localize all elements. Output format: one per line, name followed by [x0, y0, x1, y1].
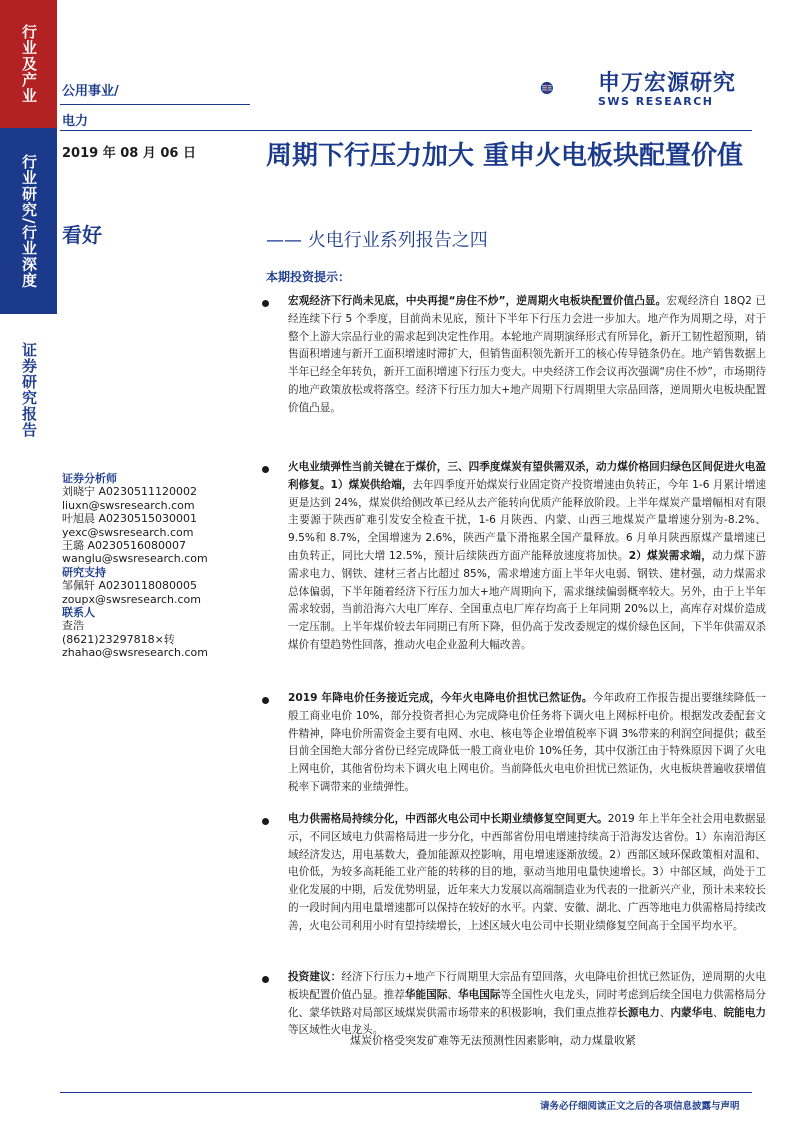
bullet-dot: [262, 300, 269, 307]
sws-logo-icon: [540, 64, 596, 112]
bullet-dot: [262, 697, 269, 704]
sector-line1: 公用事业/: [62, 84, 119, 99]
logo-name-cn: 申万宏源研究: [598, 71, 737, 96]
bullet-coal-demand-lead: 2）煤炭需求端，: [628, 549, 713, 562]
sidebar-tab-industry-label: 行业及产业: [20, 24, 38, 104]
sidebar-tab-research: [0, 128, 57, 314]
bullet-macro-lead: 宏观经济下行尚未见底，中央再提“房住不炒”，逆周期火电板块配置价值凸显。: [288, 295, 667, 307]
contact-email: zhahao@swsresearch.com: [62, 646, 208, 660]
rating: 看好: [62, 223, 102, 247]
sidebar-tab-industry: [0, 0, 57, 128]
bullet-advice: [288, 969, 766, 1040]
sep: 、: [447, 988, 458, 1001]
stock-wanneng: 皖能电力: [723, 1006, 767, 1019]
bullet-macro-body: 宏观经济自 18Q2 已经连续下行 5 个季度，目前尚未见底，预计下半年下行压力会进一步加大。地产作为周期之母，对于整个上游大宗品行业的需求起到决定性作用。本轮地产周期演绎形式有所异化，新开工韧性超预期，销售面积增速与新开工面积增速时滞扩大，但销售面积领先新开工的核心传导链条仍在。地产销售数据上半年已经全年转负，新开工面积增速下行压力变大。中央经济工作会议再次强调“房住不炒”，市场期待的地产政策放松或将落空。经济下行压力加大+地产周期下行周期里大宗品回落，逆周期火电板块配置价值凸显。: [288, 295, 767, 414]
analyst-email: liuxn@swsresearch.com: [62, 498, 195, 512]
header-divider: [60, 130, 752, 131]
stock-neimenghuadian: 内蒙华电: [670, 1006, 713, 1019]
analyst-block: [62, 472, 252, 660]
sector-line2: 电力: [62, 114, 89, 129]
bullet-dot: [262, 466, 269, 473]
support-heading: 研究支持: [62, 565, 106, 579]
bullet-supply-lead: 电力供需格局持续分化，中西部火电公司中长期业绩修复空间更大。: [288, 813, 608, 825]
sidebar-tab-report-label: 证券研究报告: [20, 342, 38, 438]
analyst-name: 刘晓宁 A0230511120002: [62, 485, 198, 499]
bullet-coal-supply-lead: 1）煤炭供给端，: [330, 478, 413, 491]
stock-huaneng: 华能国际: [404, 988, 448, 1001]
contact-name: 查浩: [62, 619, 84, 633]
analyst-name: 王璐 A0230516080007: [62, 539, 187, 553]
bullet-price: [288, 690, 766, 797]
support-name: 邹佩轩 A0230118080005: [62, 579, 198, 593]
support-email: zoupx@swsresearch.com: [62, 592, 202, 606]
stock-huadian: 华电国际: [457, 988, 501, 1001]
bullet-advice-tail: 等区域性火电龙头。: [288, 1024, 384, 1037]
sidebar-tab-report: [0, 330, 57, 450]
bullet-coal-body: 去年四季度开始煤炭行业固定资产投资增速由负转正，今年 1-6 月累计增速更是达到 24%，煤炭供给侧改革已经从去产能转向优质产能释放阶段。上半年煤炭产量增幅相对有限主要源于陕西矿难引发安全检查干扰，1-6 月陕西、内蒙、山西三地煤炭产量增速分别为-8.2%、9.5%和 8.7%，全国增速为 2.6%，陕西产量下滑拖累全国产量释放。6 月单月陕西原煤产量增速已由负转正，同比大增 12.5%，预计后续陕西方面产能释放速度将加快。: [288, 478, 766, 562]
sep: 、: [659, 1006, 671, 1019]
analyst-email: wanglu@swsresearch.com: [62, 552, 208, 566]
bullet-coal-lead: 火电业绩弹性当前关键在于煤价，三、四季度煤炭有望供需双杀，动力煤价格回归绿色区间促进火电盈利修复。: [288, 461, 766, 491]
contact-heading: 联系人: [62, 606, 95, 620]
sidebar-tab-research-label: 行业研究/行业深度: [20, 153, 38, 289]
footer-divider: [60, 1092, 752, 1093]
bullet-supply-body: 2019 年上半年全社会用电数据显示，不同区域电力供需格局进一步分化，中西部省份用电增速持续高于沿海发达省份。1）东南沿海区域经济发达，用电基数大，叠加能源双控影响，用电增速逐渐放缓。2）西部区域环保政策相对温和、电价低，为较多高耗能工业产能的转移的目的地，驱动当地用电量快速增长。3）中部区域，尚处于工业化发展的中期，后发优势明显，近年来大力发展以高端制造业为代表的一批新兴产业，预计未来较长的一段时间内用电量增速都可以保持在较好的水平。内蒙、安徽、湖北、广西等地电力供需格局持续改善，火电公司利用小时有望持续增长，上述区域火电公司中长期业绩修复空间高于全国平均水平。: [288, 813, 766, 932]
bullet-advice-body: 经济下行压力+地产下行周期里大宗品有望回落，火电降电价担忧已然证伪，逆周期的火电板块配置价值凸显。推荐: [288, 971, 767, 1001]
analyst-email: yexc@swsresearch.com: [62, 525, 194, 539]
risk-note: 煤炭价格受突发矿难等无法预测性因素影响，动力煤量收紧: [350, 1034, 636, 1047]
bullet-coal: [288, 459, 766, 655]
bullet-supply: [288, 811, 766, 936]
report-title: 周期下行压力加大 重申火电板块配置价值: [266, 141, 744, 171]
bullet-price-body: 今年政府工作报告提出要继续降低一般工商业电价 10%，部分投资者担心为完成降电价任务将下调火电上网标杆电价。根据发改委配套文件精神，降电价所需资金主要有电网、水电、核电等企业增值税率下调 3%带来的利润空间提供；截至目前全国绝大部分省份已经完成降低一般工商业电价 10%任务，其中仅浙江由于特殊原因下调了火电上网电价，其他省份均未下调火电上网电价。当前降低火电电价担忧已然证伪，火电板块普遍收获增值税率下调带来的业绩弹性。: [288, 692, 767, 793]
report-date: 2019 年 08 月 06 日: [62, 146, 196, 161]
analyst-name: 叶旭晨 A0230515030001: [62, 512, 198, 526]
stock-changyuan: 长源电力: [617, 1006, 660, 1019]
analyst-heading: 证券分析师: [62, 472, 117, 485]
bullet-dot: [262, 976, 269, 983]
sector-divider: [60, 104, 250, 105]
bullet-macro: [288, 293, 766, 418]
bullet-dot: [262, 818, 269, 825]
logo-name-en: SWS RESEARCH: [598, 95, 714, 108]
bullet-coal-body2: 动力煤下游需求电力、钢铁、建材三者占比超过 85%，需求增速方面上半年火电弱、钢铁、建材强，动力煤需求总体偏弱，下半年随着经济下行压力加大+地产周期向下，需求继续偏弱概率较大。另外，由于上半年需求较弱，当前沿海六大电厂库存、全国重点电厂库存均高于上年同期 20%以上，高库存对煤价造成一定压制。上半年煤价较去年同期已有所下降，但仍高于发改委规定的煤价绿色区间，下半年供需双杀煤价有望趋势性回落，推动火电企业盈利大幅改善。: [288, 549, 766, 651]
summary-heading: 本期投资提示：: [266, 270, 351, 284]
sep: 、: [712, 1006, 724, 1019]
bullet-advice-body2: 等全国性火电龙头，同时考虑到后续全国电力供需格局分化、蒙华铁路对局部区域煤炭供需市场带来的积极影响，我们重点推荐: [288, 988, 767, 1019]
report-subtitle: —— 火电行业系列报告之四: [266, 230, 488, 251]
disclaimer-footer: 请务必仔细阅读正文之后的各项信息披露与声明: [540, 1101, 740, 1112]
bullet-advice-lead: 投资建议：: [288, 971, 342, 983]
contact-phone: (8621)23297818×转: [62, 632, 175, 646]
bullet-price-lead: 2019 年降电价任务接近完成，今年火电降电价担忧已然证伪。: [288, 692, 593, 704]
